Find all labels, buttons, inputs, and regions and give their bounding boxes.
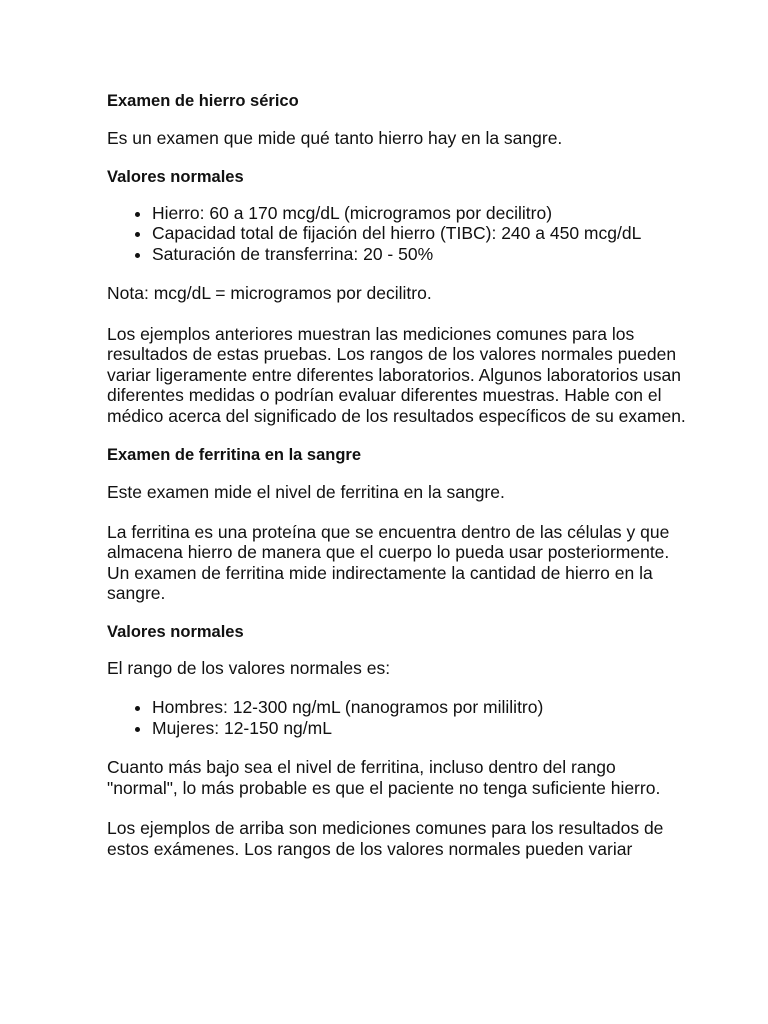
list-item: • Mujeres: 12-150 ng/mL (152, 718, 687, 739)
normal-values-heading-1: Valores normales (107, 167, 244, 186)
low-ferritin-note: Cuanto más bajo sea el nivel de ferritina, incluso dentro del rango "normal", lo más probable es que el paciente no tenga suficiente hierro. (107, 757, 661, 798)
list-item: • Saturación de transferrina: 20 - 50% (152, 244, 687, 265)
normal-values-heading-2: Valores normales (107, 622, 244, 641)
section-heading-ferritin: Examen de ferritina en la sangre (107, 446, 362, 464)
list-item: • Hombres: 12-300 ng/mL (nanogramos por mililitro) (152, 697, 687, 718)
serum-iron-explanation: Los ejemplos anteriores muestran las mediciones comunes para los resultados de estas pruebas. Los rangos de los valores normales pueden variar ligeramente entre diferentes laboratorios. Algunos laboratorios usan diferentes medidas o podrían evaluar diferentes muestras. Hable con el médico acerca del significado de los resultados específicos de su examen. (107, 323, 686, 426)
serum-iron-intro: Es un examen que mide qué tanto hierro hay en la sangre. (107, 128, 563, 148)
ferritin-explanation: La ferritina es una proteína que se encuentra dentro de las células y que almacena hierro de manera que el cuerpo lo pueda usar posteriormente. Un examen de ferritina mide indirectamente la cantidad de hierro en la sangre. (107, 521, 670, 603)
ferritin-values-list (107, 697, 687, 738)
serum-iron-values-list (107, 203, 687, 265)
section-heading-serum-iron: Examen de hierro sérico (107, 92, 299, 110)
results-disclaimer: Los ejemplos de arriba son mediciones comunes para los resultados de estos exámenes. Los rangos de los valores normales pueden variar (107, 818, 664, 859)
unit-note: Nota: mcg/dL = microgramos por decilitro. (107, 283, 432, 303)
document-content (107, 90, 687, 859)
list-item: • Capacidad total de fijación del hierro (TIBC): 240 a 450 mcg/dL (152, 223, 687, 244)
range-intro: El rango de los valores normales es: (107, 657, 391, 678)
list-item: • Hierro: 60 a 170 mcg/dL (microgramos por decilitro) (152, 203, 687, 224)
ferritin-intro: Este examen mide el nivel de ferritina en la sangre. (107, 482, 505, 502)
